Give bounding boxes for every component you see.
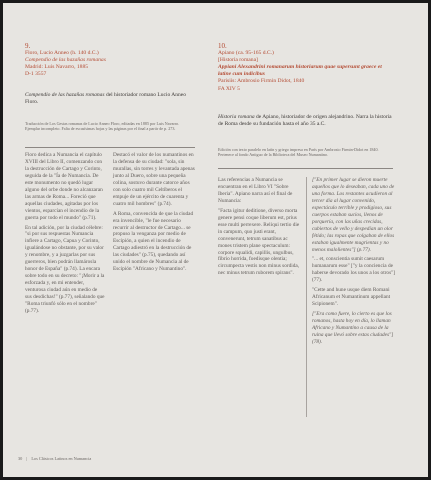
- entry-10-intro: [218, 114, 393, 128]
- entry-10-translation: ["Era como fuere, lo cierto es que los romanos, hasta hoy en día, lo llaman Africano y Numantino a causa de la ruina que llevó sobre estas ciudades"] (78).: [312, 311, 394, 345]
- entry-9-shelfmark: D-1 3557: [25, 71, 47, 78]
- entry-9-paragraph: A Roma, convencida de que la ciudad era invencible, "le fue necesario recurrir al destructor de Cartago... se propuso la venganza por medio de Escipión, a quien el incendio de Cartago adiestró en la destrucción de las ciudades" (p.75), quedando así unido el nombre de Numancia al de Escipión "Africano y Numantino".: [113, 210, 194, 273]
- entry-10-shelfmark: FA XIV 5: [218, 85, 240, 92]
- entry-10-translation: ["En primer lugar se dieron muerte aquellos que lo deseaban, cada uno de una forma. Los restantes acudieron al tercer día al lugar convenido, espectáculo terrible y prodigioso, sus cuerpos estaban sucios, llenos de porquería, con las uñas crecidas, cubiertos de vello y despedían un olor fétido; las ropas que colgaban de ellos estaban igualmente mugrientas y no menos malolientes"] (p.77).: [312, 177, 395, 253]
- entry-9-note: [25, 121, 195, 132]
- entry-10-intro-title: Historia romana: [218, 114, 255, 120]
- entry-10-quote: "... et, conscientia sumit caesarum humanarum esse" ["y la conciencia de haberse devorado los unos a los otros"] (77).: [312, 256, 396, 284]
- entry-9-work-title: Compendio de las hazañas romanas: [25, 57, 106, 64]
- entry-9-note-text: Traducción de Los Gestas romanas de Lucio Anneo Floro, editadas en 1885 por Luis Navarro. Ejemplar incompleto. Falta de escasísimas hojas y las páginas por el final a partir de p. 273.: [25, 121, 180, 132]
- entry-10-paragraph: Las referencias a Numancia se encuentran en el Libro VI "Sobre Iberia". Apiano narra así el final de Numancia:: [218, 177, 293, 204]
- entry-9-number: 9.: [25, 42, 31, 50]
- column-divider-line: [306, 177, 307, 417]
- entry-9-publisher: Madrid: Luis Navarro, 1885: [25, 64, 89, 71]
- footer-separator: |: [26, 456, 28, 461]
- entry-9-header: [25, 43, 195, 78]
- entry-10-quote: "Cette and hune usque diem Romani Africanum et Numantinum appellant Scipionem".: [312, 287, 391, 308]
- entry-10-publisher: Parisiis: Ambrosio Firmin Didot, 1840: [218, 78, 305, 85]
- entry-9-divider: [25, 147, 195, 148]
- entry-9-column-2: [113, 152, 195, 276]
- entry-10-number: 10.: [218, 42, 227, 50]
- entry-10-author: Apiano (ca. 95-165 d.C.): [218, 50, 274, 57]
- entry-10-note: [218, 147, 393, 158]
- entry-10-paragraph: "Facta igitur deditione, diverso morta genere pensi coque liberum est, prius esse multi perrexere. Reliqui tertio die in campum, quo justi erant, convenerunt, tetrum sanatibus ac mones tristem plane spectaculum: corpore squalidi, capillis, ungulbus, fibrio horrida, foedisque olentia; circumpecta vestis non minus sordida, nec minus tetrum ruborem spirans".: [218, 207, 300, 277]
- entry-9-author: Floro, Lucio Anneo (h. 140 d.C.): [25, 50, 99, 57]
- entry-9-column-1: [25, 152, 105, 318]
- entry-9-intro: [25, 92, 195, 106]
- page-number: 30: [18, 456, 23, 461]
- entry-10-column-1: [218, 177, 300, 280]
- entry-9-intro-text: del historiador romano Lucio Anneo Floro.: [25, 92, 186, 105]
- entry-10-divider: [218, 168, 393, 169]
- entry-9-paragraph: En tal adición, por la ciudad célebre: "si por sus respuestas Numancia infiere a Cartago, Capua y Corinto, igualándose no obstante, por su valor y renombre, y a juzgarlas por sus guerreros, bien podrán llamárosla honor de España" (p.74). La encara sobre todo en su decreto: "¡Morir a la esforzada y, en mi entender, venturosa ciudad aún en medio de sus desdichas!" (p.77), señalando que "Roma triunfó sólo en el nombre" (p.77).: [25, 224, 105, 314]
- entry-9-paragraph: Floro dedica a Numancia el capítulo XVIII del Libro II, comenzando con la destrucción de Cartago y Corinto, seguida de la "Ía de Numancia. De este monumento no quedó lugar alguno del orbe donde no alcanzaran las armas de Roma... Foreció que aquellas ciudades, agitadas por los vientos, esparcían el incendio de la guerra por todo el mundo" (p.71).: [25, 152, 103, 221]
- entry-10-note-text: Edición con texto paralelo en latín y griego impresa en París por Ambrosio Firmin-Didot en 1840. Pertenece al fondo Antiguo de la Biblioteca del Museo Numantino.: [218, 147, 379, 158]
- entry-10-work-title: [Historia romana]: [218, 57, 258, 64]
- page-footer: [18, 456, 91, 461]
- entry-10-intro-text: de Apiano, historiador de origen alejandrino. Narra la historia de Roma desde su fundación hasta el año 35 a.C.: [218, 114, 392, 127]
- catalog-page: [3, 3, 428, 477]
- entry-10-edition: Appiani Alexandrini romanarum historiarum quae supersunt graece et latine cum indicibus: [218, 64, 382, 78]
- entry-9-intro-title: Compendio de las hazañas romanas: [25, 92, 105, 98]
- entry-10-header: [218, 43, 393, 93]
- entry-9-paragraph: Destacó el valor de los numantinos en la defensa de su ciudad: "sola, sin murallas, sin torres y levantada apenas junto al Duero, sobre una pequeña colina, sostuvo durante catorce años con solo cuatro mil Celtíberos el empuje de un ejército de cuarenta y cuatro mil hombres" (p.74).: [113, 152, 195, 207]
- entry-10-column-2: [312, 177, 396, 349]
- running-title: Los Clásicos Latinos en Numancia: [31, 456, 92, 461]
